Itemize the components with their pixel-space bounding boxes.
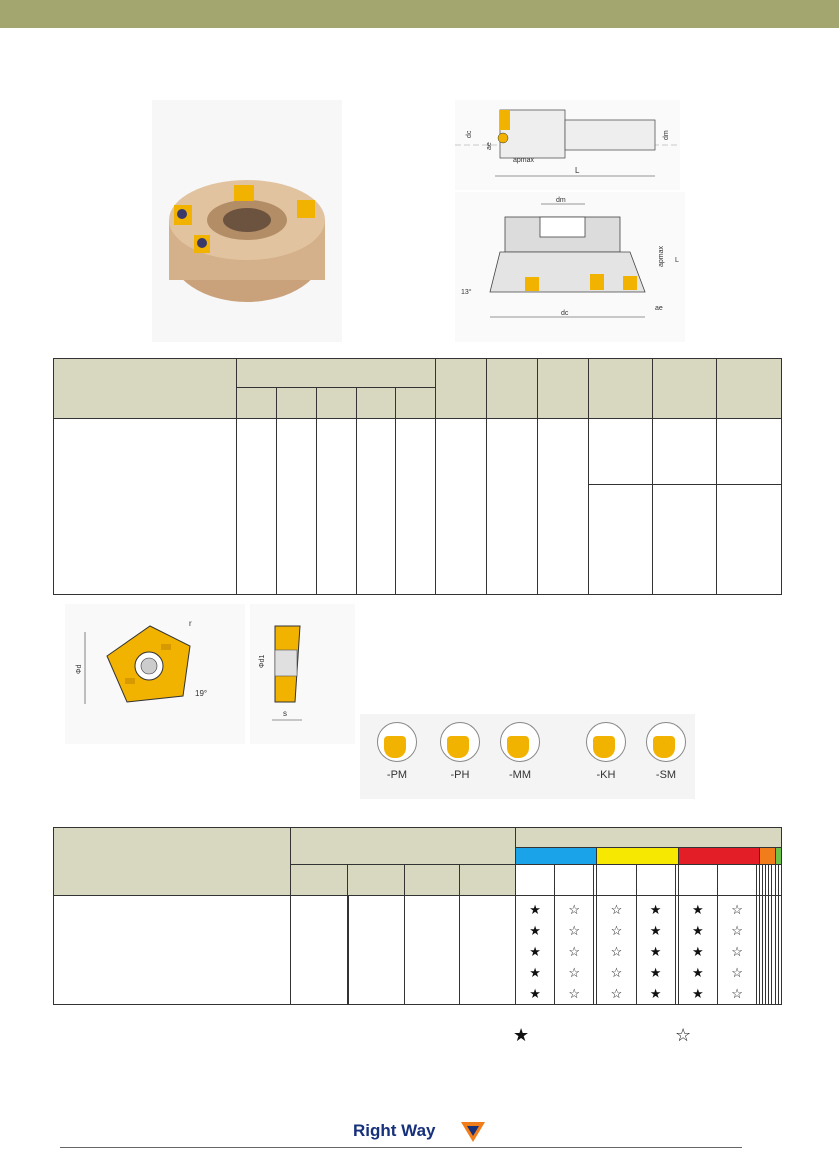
- chipbreaker-label: -KH: [596, 769, 616, 781]
- table-header-cell: [236, 359, 436, 388]
- table-header-cell: [516, 828, 782, 848]
- table-header-cell: [54, 828, 291, 896]
- label-dm-2: dm: [556, 197, 566, 204]
- table-cell: [276, 419, 316, 595]
- chipbreaker-label: -SM: [655, 769, 677, 781]
- table-cell: [717, 485, 782, 595]
- grade-mark-cell: [717, 896, 756, 1005]
- grade-mark: ☆: [568, 965, 581, 980]
- table-cell: [54, 419, 237, 595]
- chipbreaker-ph: [435, 722, 485, 781]
- table-header-cell: [54, 359, 237, 419]
- chipbreaker-kh: [581, 722, 631, 781]
- grade-mark-cell: [778, 896, 781, 1005]
- grade-mark: ★: [649, 923, 662, 938]
- table-cell: [460, 896, 516, 1005]
- grade-mark: ☆: [731, 965, 743, 980]
- grade-mark-cell: [678, 896, 717, 1005]
- label-dc-2: dc: [561, 310, 569, 317]
- shank-cutter-drawing: [455, 100, 680, 190]
- material-band-K: [678, 848, 759, 865]
- grade-mark: ★: [649, 944, 662, 959]
- table-cell: [236, 419, 276, 595]
- table-cell: [54, 896, 291, 1005]
- table-header-cell: [316, 388, 356, 419]
- table-cell: [348, 896, 405, 1005]
- label-dm: dm: [663, 130, 670, 140]
- table-cell: [396, 419, 436, 595]
- header-band: [0, 0, 839, 28]
- grade-mark: ☆: [610, 944, 623, 959]
- grade-col: [555, 865, 594, 896]
- table-cell: [589, 485, 653, 595]
- grade-mark: ★: [649, 965, 662, 980]
- grade-col: [636, 865, 675, 896]
- brand-logo-icon: [459, 1118, 487, 1144]
- legend-filled-star: ★: [513, 1025, 530, 1046]
- table-header-cell: [236, 388, 276, 419]
- table-header-cell: [538, 359, 589, 419]
- grade-mark: ★: [529, 902, 541, 917]
- chipbreaker-icon: [586, 722, 626, 762]
- grade-mark: ☆: [610, 986, 623, 1001]
- table-cell: [538, 419, 589, 595]
- table-cell: [653, 485, 717, 595]
- grade-mark: ★: [529, 923, 541, 938]
- label-r: r: [189, 619, 192, 628]
- table-cell: [291, 896, 348, 1005]
- grade-col: [778, 865, 781, 896]
- cutter-spec-table: [53, 358, 782, 595]
- grade-mark: ☆: [568, 944, 581, 959]
- label-apmax-2: apmax: [658, 245, 665, 267]
- table-header-cell: [291, 828, 516, 865]
- label-19deg: 19°: [195, 689, 208, 698]
- table-header-cell: [717, 359, 782, 419]
- grade-mark: ★: [692, 944, 704, 959]
- insert-side-view: [250, 604, 355, 744]
- grade-mark: ★: [692, 902, 704, 917]
- grade-mark: ★: [649, 986, 662, 1001]
- table-cell: [316, 419, 356, 595]
- grade-mark-cell: [636, 896, 675, 1005]
- grade-mark: ☆: [610, 902, 623, 917]
- grade-col: [597, 865, 636, 896]
- table-header-cell: [291, 865, 348, 896]
- table-cell: [436, 419, 487, 595]
- grade-mark-cell: [555, 896, 594, 1005]
- insert-grade-table: [53, 827, 782, 1005]
- grade-mark: ☆: [568, 902, 581, 917]
- grade-mark: ★: [529, 986, 541, 1001]
- chipbreaker-label: -PH: [450, 769, 470, 781]
- grade-mark: ★: [649, 902, 662, 917]
- chipbreaker-pm: [372, 722, 422, 781]
- grade-mark-cell: [597, 896, 636, 1005]
- grade-mark: ☆: [610, 965, 623, 980]
- grade-mark: ★: [692, 986, 704, 1001]
- grade-mark: ☆: [731, 923, 743, 938]
- label-apmax: apmax: [513, 157, 535, 164]
- table-cell: [717, 419, 782, 485]
- label-L-2: L: [675, 257, 679, 264]
- table-header-cell: [653, 359, 717, 419]
- grade-mark: ★: [692, 923, 704, 938]
- chipbreaker-icon: [440, 722, 480, 762]
- table-header-cell: [396, 388, 436, 419]
- grade-mark: ★: [692, 965, 704, 980]
- table-cell: [356, 419, 396, 595]
- label-s: s: [283, 709, 287, 718]
- table-header-cell: [436, 359, 487, 419]
- chipbreaker-mm: [495, 722, 545, 781]
- grade-mark: ☆: [731, 944, 743, 959]
- table-header-cell: [348, 865, 405, 896]
- label-L: L: [575, 166, 580, 175]
- insert-top-view: [65, 604, 245, 744]
- grade-col: [516, 865, 555, 896]
- chipbreaker-icon: [377, 722, 417, 762]
- table-cell: [487, 419, 538, 595]
- chipbreaker-label: -PM: [386, 769, 408, 781]
- table-cell: [589, 419, 653, 485]
- chipbreaker-icon: [500, 722, 540, 762]
- table-header-cell: [405, 865, 460, 896]
- grade-col: [678, 865, 717, 896]
- label-ae-2: ae: [655, 305, 663, 312]
- label-d: Φd: [76, 664, 83, 674]
- table-cell: [653, 419, 717, 485]
- grade-mark: ☆: [610, 923, 623, 938]
- grade-col: [717, 865, 756, 896]
- grade-mark: ★: [529, 944, 541, 959]
- label-d1: Φd1: [259, 654, 266, 668]
- table-header-cell: [356, 388, 396, 419]
- material-band-S: [775, 848, 781, 865]
- chipbreaker-icon: [646, 722, 686, 762]
- label-ae: ae: [486, 142, 493, 150]
- grade-mark-cell: [516, 896, 555, 1005]
- material-band-P: [516, 848, 597, 865]
- table-header-cell: [487, 359, 538, 419]
- grade-mark: ☆: [568, 986, 581, 1001]
- material-band-N: [760, 848, 775, 865]
- material-band-M: [597, 848, 678, 865]
- brand-name: Right Way: [353, 1121, 436, 1140]
- legend-hollow-star: ☆: [675, 1025, 692, 1046]
- grade-mark: ★: [529, 965, 541, 980]
- grade-mark: ☆: [568, 923, 581, 938]
- footer-line: [60, 1147, 742, 1148]
- chipbreaker-label: -MM: [509, 769, 531, 781]
- face-mill-drawing: [455, 192, 685, 342]
- table-header-cell: [589, 359, 653, 419]
- label-dc: dc: [466, 130, 473, 138]
- grade-mark: ☆: [731, 986, 743, 1001]
- label-angle: 13°: [461, 289, 472, 296]
- table-header-cell: [276, 388, 316, 419]
- chipbreaker-sm: [641, 722, 691, 781]
- cutter-photo: [152, 100, 342, 342]
- table-cell: [405, 896, 460, 1005]
- table-header-cell: [460, 865, 516, 896]
- grade-mark: ☆: [731, 902, 743, 917]
